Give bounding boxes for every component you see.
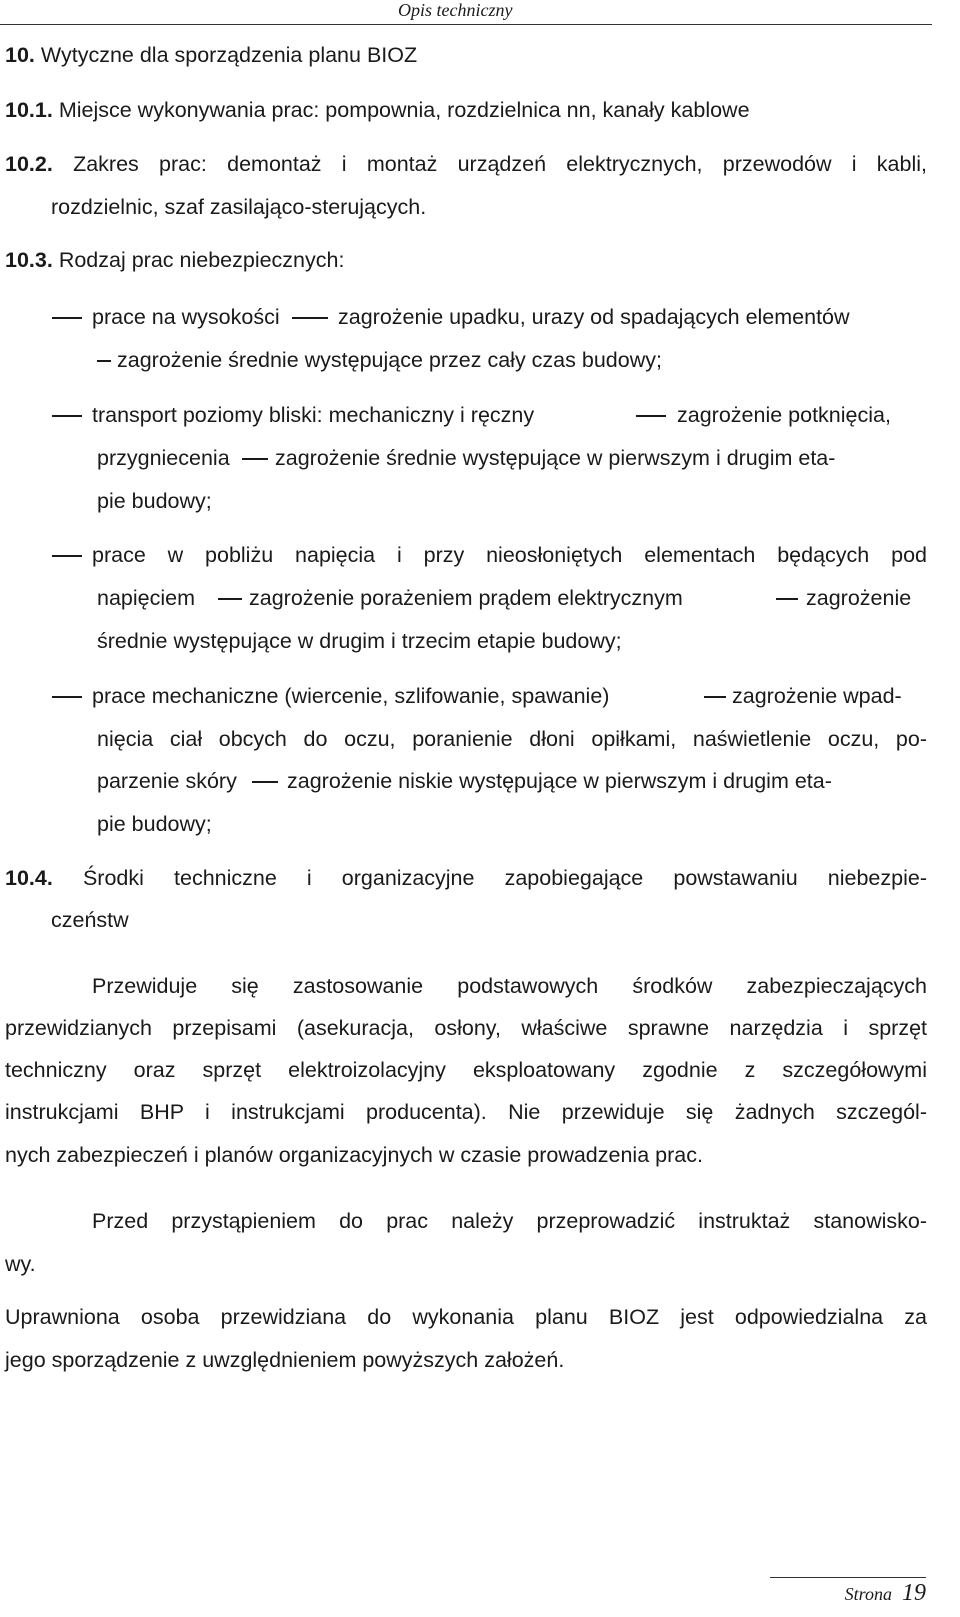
paragraph-line: Przed przystąpieniem do prac należy przeprowadzić instruktaż stanowisko- [92, 1209, 927, 1233]
bullet-text: zagrożenie [806, 586, 912, 610]
bullet-text: przygniecenia [97, 446, 230, 470]
footer-label: Strona [844, 1584, 892, 1604]
bullet-text: zagrożenie porażeniem prądem elektrycznym [249, 586, 683, 610]
paragraph-line: Przewiduje się zastosowanie podstawowych środków zabezpieczających [92, 974, 927, 998]
bullet-text: zagrożenie potknięcia, [677, 403, 891, 427]
bullet-text: prace mechaniczne (wiercenie, szlifowanie, spawanie) [92, 684, 610, 708]
paragraph-line: nych zabezpieczeń i planów organizacyjnych w czasie prowadzenia prac. [5, 1143, 703, 1167]
bullet-text: transport poziomy bliski: mechaniczny i ręczny [92, 403, 535, 427]
section-text: Zakres prac: demontaż i montaż urządzeń elektrycznych, przewodów i kabli, [73, 152, 927, 176]
bullet-text: zagrożenie upadku, urazy od spadających elementów [338, 305, 850, 329]
section-text: Miejsce wykonywania prac: pompownia, rozdzielnica nn, kanały kablowe [58, 98, 750, 122]
footer-rule [770, 1577, 926, 1578]
section-number: 10.2. [5, 152, 53, 176]
paragraph-line: instrukcjami BHP i instrukcjami producenta). Nie przewiduje się żadnych szczegól- [5, 1100, 927, 1124]
section-number: 10.3. [5, 248, 53, 272]
bullet-text: nięcia ciał obcych do oczu, poranienie dłoni opiłkami, naświetlenie oczu, po- [97, 727, 927, 751]
paragraph-line: techniczny oraz sprzęt elektroizolacyjny eksploatowany zgodnie z szczegółowymi [5, 1058, 927, 1082]
bullet-text: średnie występujące w drugim i trzecim etapie budowy; [97, 629, 622, 653]
section-number: 10.1. [5, 98, 53, 122]
paragraph-line: przewidzianych przepisami (asekuracja, osłony, właściwe sprawne narzędzia i sprzęt [5, 1016, 927, 1040]
bullet-text: pie budowy; [97, 812, 212, 836]
section-number: 10. [5, 43, 35, 67]
page-header [0, 0, 932, 25]
section-10-2-line2: rozdzielnic, szaf zasilająco-sterujących. [51, 195, 427, 219]
dash-marker [292, 317, 328, 319]
section-10-3 [5, 247, 344, 273]
dash-marker [52, 696, 82, 698]
section-10-2-line1 [5, 151, 927, 177]
section-10-4-line1 [5, 865, 927, 891]
dash-marker [52, 555, 82, 557]
dash-marker [97, 360, 111, 362]
bullet-text: zagrożenie niskie występujące w pierwszym i drugim eta- [287, 769, 832, 793]
dash-marker [252, 781, 278, 783]
paragraph-line: wy. [5, 1252, 36, 1276]
section-number: 10.4. [5, 866, 53, 890]
dash-marker [242, 458, 268, 460]
section-text: Rodzaj prac niebezpiecznych: [58, 248, 345, 272]
bullet-text: zagrożenie średnie występujące w pierwszym i drugim eta- [275, 446, 836, 470]
bullet-text: parzenie skóry [97, 769, 237, 793]
dash-marker [218, 598, 242, 600]
bullet-text: napięciem [97, 586, 195, 610]
section-text: Środki techniczne i organizacyjne zapobiegające powstawaniu niebezpie- [82, 866, 927, 890]
paragraph-line: Uprawniona osoba przewidziana do wykonania planu BIOZ jest odpowiedzialna za [5, 1305, 927, 1329]
bullet-text: pie budowy; [97, 489, 212, 513]
bullet-text: prace w pobliżu napięcia i przy nieosłoniętych elementach będących pod [92, 543, 927, 567]
dash-marker [52, 317, 82, 319]
dash-marker [636, 415, 666, 417]
bullet-text: zagrożenie wpad- [732, 684, 902, 708]
dash-marker [776, 598, 798, 600]
section-10-4-line2: czeństw [51, 908, 129, 932]
bullet-text: prace na wysokości [92, 305, 280, 329]
section-title: Wytyczne dla sporządzenia planu BIOZ [40, 43, 418, 67]
page-footer [845, 1580, 926, 1607]
bullet-text: zagrożenie średnie występujące przez cały czas budowy; [117, 348, 662, 372]
paragraph-line: jego sporządzenie z uwzględnieniem powyższych założeń. [5, 1348, 565, 1372]
header-title: Opis techniczny [398, 0, 513, 20]
page-number: 19 [902, 1580, 926, 1606]
dash-marker [52, 415, 82, 417]
section-10-heading [5, 42, 417, 68]
section-10-1 [5, 97, 750, 123]
dash-marker [704, 696, 726, 698]
